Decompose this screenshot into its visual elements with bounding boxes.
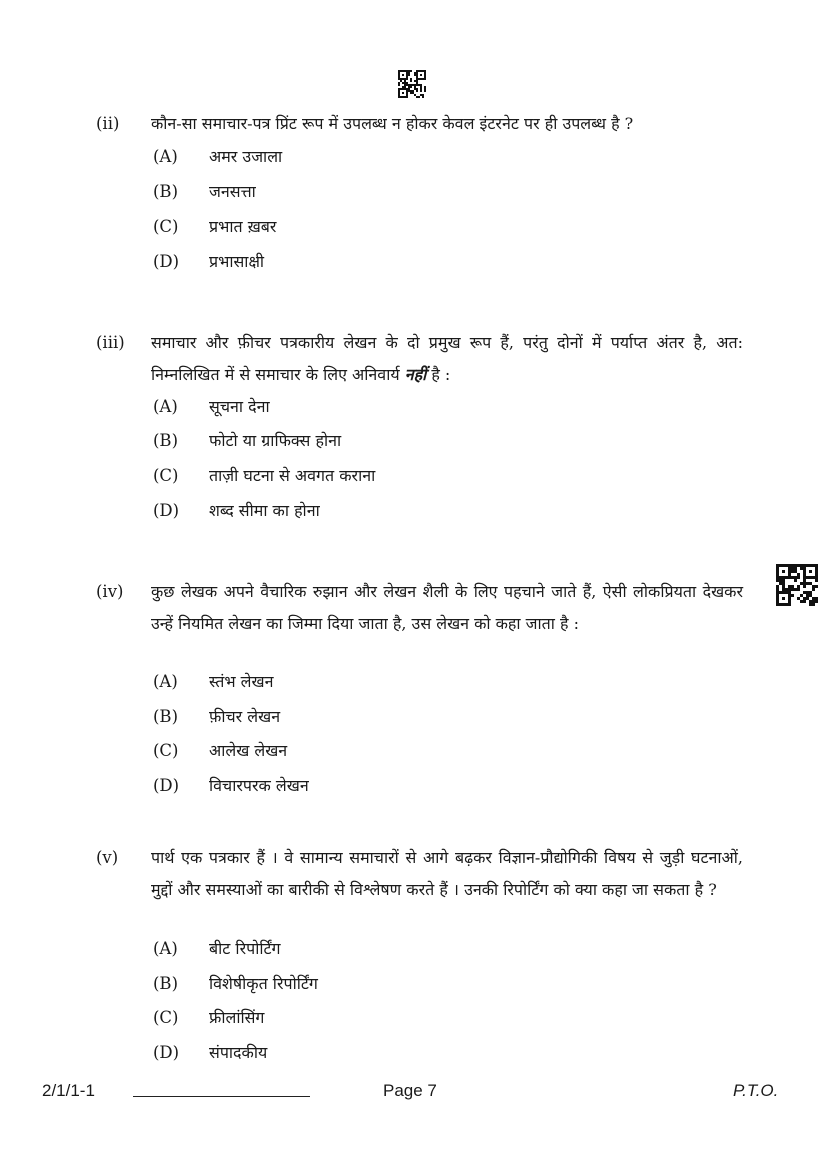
question-number: (v) [96,848,119,867]
option-d [0,246,700,278]
option-text: शब्द सीमा का होना [209,501,320,520]
question-text: कुछ लेखक अपने वैचारिक रुझान और लेखन शैली के लिए पहचाने जाते हैं, ऐसी लोकप्रियता देखकर उन्हें नियमित लेखन का जिम्मा दिया जाता है, उस लेखन को कहा जाता है : [151,582,743,633]
question-text: कौन-सा समाचार-पत्र प्रिंट रूप में उपलब्ध न होकर केवल इंटरनेट पर ही उपलब्ध है ? [151,114,634,133]
option-label: (B) [153,431,178,450]
footer-rule [133,1096,310,1097]
option-text: ताज़ी घटना से अवगत कराना [209,466,376,485]
question-number: (iii) [96,333,125,352]
option-d [0,770,700,802]
option-a [0,391,700,423]
option-text: संपादकीय [209,1043,268,1062]
option-c [0,211,700,243]
option-text: सूचना देना [209,397,270,416]
option-b [0,425,700,457]
page-number: Page 7 [383,1081,437,1100]
option-c [0,1002,700,1034]
qr-code-side [776,564,818,606]
option-text: फ़ीचर लेखन [209,707,281,726]
question-number: (iv) [96,582,124,601]
option-c [0,460,700,492]
option-text: स्तंभ लेखन [209,672,274,691]
option-text: जनसत्ता [209,182,256,201]
option-label: (C) [153,217,179,236]
option-text: फ्रीलांसिंग [209,1008,265,1027]
option-label: (D) [153,1043,180,1062]
option-label: (A) [153,397,178,416]
option-label: (B) [153,707,178,726]
qr-code-top [398,70,426,98]
option-text: प्रभात ख़बर [209,217,277,236]
option-d [0,495,700,527]
question-text: समाचार और फ़ीचर पत्रकारीय लेखन के दो प्रमुख रूप हैं, परंतु दोनों में पर्याप्त अंतर है, अत: निम्नलिखित में से समाचार के लिए अनिवार्य नहीं है : [151,333,743,384]
option-label: (C) [153,466,179,485]
option-text: विचारपरक लेखन [209,776,309,795]
option-label: (D) [153,252,180,271]
paper-code: 2/1/1-1 [42,1081,95,1100]
option-label: (C) [153,1008,179,1027]
option-label: (A) [153,672,178,691]
option-text: फोटो या ग्राफिक्स होना [209,431,342,450]
option-text: आलेख लेखन [209,741,288,760]
option-b [0,701,700,733]
option-text: बीट रिपोर्टिंग [209,939,281,958]
option-d [0,1037,700,1069]
please-turn-over: P.T.O. [733,1081,779,1100]
question-number: (ii) [96,114,120,133]
option-b [0,176,700,208]
option-b [0,968,700,1000]
option-label: (D) [153,501,180,520]
option-a [0,666,700,698]
option-label: (B) [153,182,178,201]
option-label: (B) [153,974,178,993]
option-c [0,735,700,767]
option-label: (A) [153,939,178,958]
option-a [0,933,700,965]
option-label: (C) [153,741,179,760]
option-text: प्रभासाक्षी [209,252,265,271]
question-text: पार्थ एक पत्रकार हैं । वे सामान्य समाचारों से आगे बढ़कर विज्ञान-प्रौद्योगिकी विषय से जुड़ी घटनाओं, मुद्दों और समस्याओं का बारीकी से विश्लेषण करते हैं । उनकी रिपोर्टिंग को क्या कहा जा सकता है ? [151,848,743,899]
option-label: (D) [153,776,180,795]
option-text: विशेषीकृत रिपोर्टिंग [209,974,318,993]
option-a [0,141,700,173]
option-text: अमर उजाला [209,147,283,166]
page-footer [0,1078,827,1108]
option-label: (A) [153,147,178,166]
